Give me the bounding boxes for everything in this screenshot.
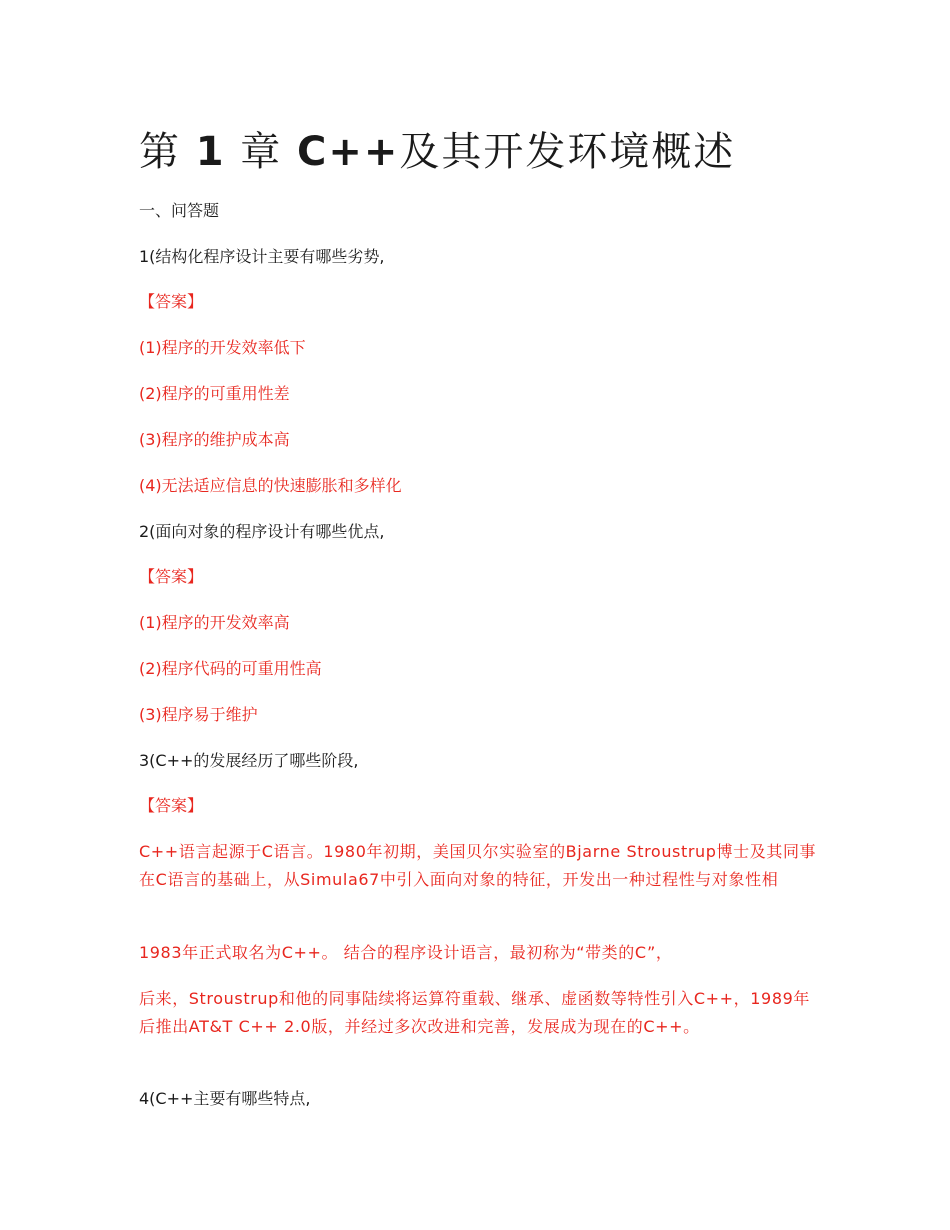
- title-chapter: 章: [240, 129, 283, 175]
- title-language: C++: [297, 129, 400, 175]
- question-3: 3(C++的发展经历了哪些阶段,: [139, 751, 359, 770]
- answer-2-item: (2)程序代码的可重用性高: [139, 659, 322, 678]
- answer-2-item: (1)程序的开发效率高: [139, 613, 290, 632]
- question-4: 4(C++主要有哪些特点,: [139, 1089, 311, 1108]
- question-1: 1(结构化程序设计主要有哪些劣势,: [139, 247, 385, 266]
- answer-label-3: 【答案】: [139, 796, 204, 815]
- title-prefix: 第: [139, 129, 181, 175]
- question-2: 2(面向对象的程序设计有哪些优点,: [139, 522, 385, 541]
- answer-1-item: (4)无法适应信息的快速膨胀和多样化: [139, 476, 402, 495]
- title-rest: 及其开发环境概述: [399, 129, 736, 175]
- answer-label-1: 【答案】: [139, 292, 204, 311]
- section-heading: 一、问答题: [139, 201, 220, 220]
- answer-3-paragraph-3: 后来，Stroustrup和他的同事陆续将运算符重载、继承、虚函数等特性引入C++，1989年后推出AT&T C++ 2.0版，并经过多次改进和完善，发展成为现在的C++。: [139, 989, 810, 1036]
- answer-1-item: (1)程序的开发效率低下: [139, 338, 306, 357]
- answer-1-item: (3)程序的维护成本高: [139, 430, 290, 449]
- answer-label-2: 【答案】: [139, 567, 204, 586]
- answer-3-paragraph-2: 1983年正式取名为C++。 结合的程序设计语言，最初称为“带类的C”，: [139, 943, 673, 962]
- answer-1-item: (2)程序的可重用性差: [139, 384, 290, 403]
- answer-2-item: (3)程序易于维护: [139, 705, 258, 724]
- chapter-title: [139, 128, 735, 176]
- title-number: 1: [195, 129, 226, 175]
- answer-3-paragraph-1: C++语言起源于C语言。1980年初期，美国贝尔实验室的Bjarne Stroustrup博士及其同事在C语言的基础上，从Simula67中引入面向对象的特征，开发出一种过程性与对象性相: [139, 842, 817, 889]
